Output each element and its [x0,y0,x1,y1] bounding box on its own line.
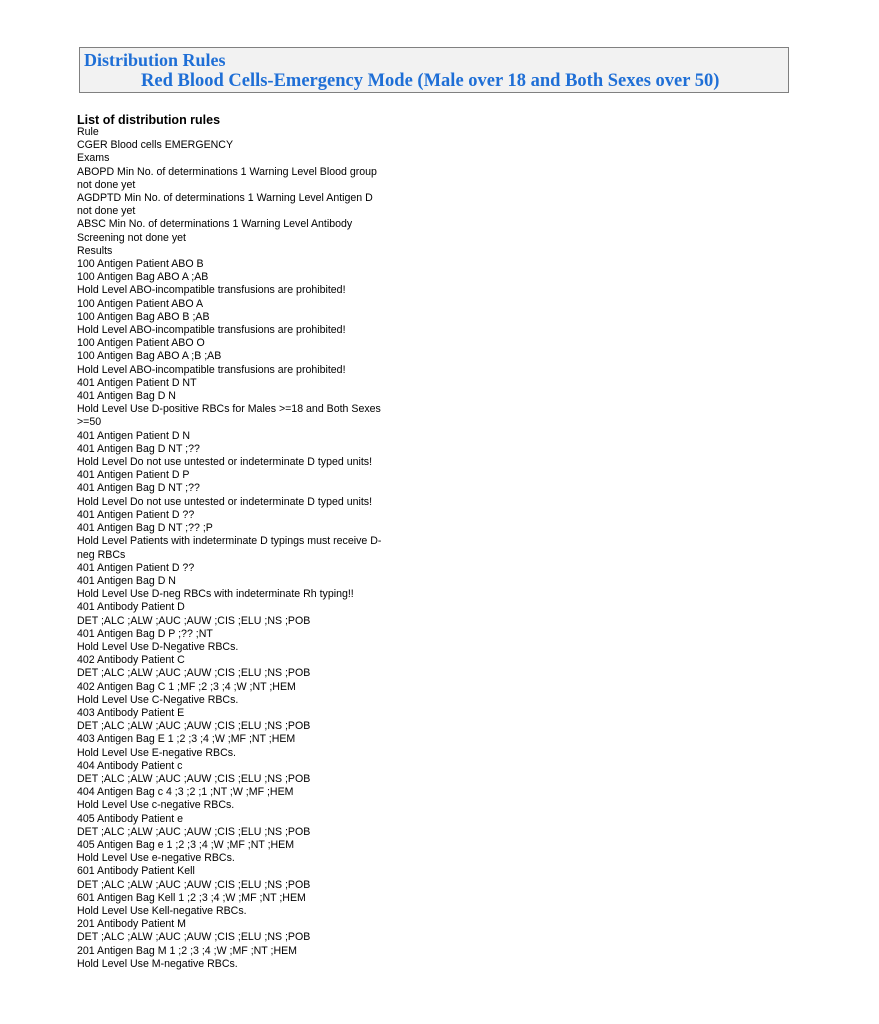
rule-line: 401 Antigen Patient D NT [77,376,197,389]
rule-line: DET ;ALC ;ALW ;AUC ;AUW ;CIS ;ELU ;NS ;POB [77,667,311,680]
rule-line: 601 Antigen Bag Kell 1 ;2 ;3 ;4 ;W ;MF ;NT ;HEM [77,891,306,904]
rule-line: 401 Antigen Patient D N [77,429,191,442]
rule-line: Hold Level Use D-positive RBCs for Males >=18 and Both Sexes >=50 [77,403,381,429]
rule-line: 100 Antigen Patient ABO B [77,258,204,271]
rule-line: Hold Level Use e-negative RBCs. [77,852,235,865]
rule-line: Hold Level Use c-negative RBCs. [77,799,235,812]
page-subtitle: Red Blood Cells-Emergency Mode (Male over 18 and Both Sexes over 50) [141,71,720,91]
rule-line: 100 Antigen Bag ABO B ;AB [77,310,210,323]
rule-line: Hold Level ABO-incompatible transfusions are prohibited! [77,324,346,337]
rule-line: Hold Level Do not use untested or indeterminate D typed units! [77,456,373,469]
rule-line: 404 Antibody Patient c [77,759,183,772]
rule-line: AGDPTD Min No. of determinations 1 Warning Level Antigen D not done yet [77,192,373,218]
rule-line: 401 Antigen Patient D ?? [77,508,195,521]
rule-line: 100 Antigen Bag ABO A ;B ;AB [77,350,222,363]
rule-line: 601 Antibody Patient Kell [77,865,195,878]
header-box [79,47,789,93]
rule-line: 401 Antigen Bag D N [77,390,176,403]
rule-line: 405 Antigen Bag e 1 ;2 ;3 ;4 ;W ;MF ;NT ;HEM [77,838,295,851]
rule-line: 404 Antigen Bag c 4 ;3 ;2 ;1 ;NT ;W ;MF ;HEM [77,786,294,799]
rule-line: ABSC Min No. of determinations 1 Warning Level Antibody Screening not done yet [77,218,353,244]
rule-line: DET ;ALC ;ALW ;AUC ;AUW ;CIS ;ELU ;NS ;POB [77,931,311,944]
rule-line: 401 Antigen Bag D N [77,574,176,587]
rule-line: 401 Antigen Bag D NT ;?? [77,482,200,495]
rule-line: 402 Antigen Bag C 1 ;MF ;2 ;3 ;4 ;W ;NT ;HEM [77,680,296,693]
rule-line: 401 Antigen Bag D NT ;?? ;P [77,522,213,535]
rule-line: 403 Antigen Bag E 1 ;2 ;3 ;4 ;W ;MF ;NT ;HEM [77,733,296,746]
rule-line: 201 Antibody Patient M [77,918,186,931]
rule-line: Hold Level Use E-negative RBCs. [77,746,236,759]
page-title: Distribution Rules [84,50,226,70]
rule-line: Hold Level ABO-incompatible transfusions are prohibited! [77,284,346,297]
section-title: List of distribution rules [77,113,221,127]
rule-line: DET ;ALC ;ALW ;AUC ;AUW ;CIS ;ELU ;NS ;POB [77,878,311,891]
rule-line: DET ;ALC ;ALW ;AUC ;AUW ;CIS ;ELU ;NS ;POB [77,772,311,785]
rule-line: 401 Antigen Bag D NT ;?? [77,442,200,455]
rule-line: 201 Antigen Bag M 1 ;2 ;3 ;4 ;W ;MF ;NT ;HEM [77,944,298,957]
rule-line: Results [77,244,113,257]
rule-line: Hold Level Patients with indeterminate D typings must receive D-neg RBCs [77,535,382,561]
rule-line: Rule [77,126,99,138]
rule-line: 401 Antigen Patient D ?? [77,561,195,574]
rule-line: 401 Antigen Bag D P ;?? ;NT [77,627,213,640]
rule-line: 402 Antibody Patient C [77,654,185,667]
rule-line: Hold Level Use D-neg RBCs with indeterminate Rh typing!! [77,588,354,601]
rule-line: 405 Antibody Patient e [77,812,184,825]
rule-line: Hold Level Do not use untested or indeterminate D typed units! [77,495,373,508]
rule-line: DET ;ALC ;ALW ;AUC ;AUW ;CIS ;ELU ;NS ;POB [77,614,311,627]
rule-line: 401 Antigen Patient D P [77,469,190,482]
rule-line: CGER Blood cells EMERGENCY [77,139,234,152]
rule-line: 100 Antigen Patient ABO O [77,337,205,350]
rule-line: Hold Level Use M-negative RBCs. [77,957,238,970]
rule-line: Hold Level ABO-incompatible transfusions are prohibited! [77,363,346,376]
rule-line: 401 Antibody Patient D [77,601,185,614]
rule-line: Exams [77,152,110,165]
rule-line: DET ;ALC ;ALW ;AUC ;AUW ;CIS ;ELU ;NS ;POB [77,825,311,838]
rule-line: 100 Antigen Patient ABO A [77,297,204,310]
rule-line: 100 Antigen Bag ABO A ;AB [77,271,209,284]
rule-line: Hold Level Use D-Negative RBCs. [77,640,239,653]
rule-line: Hold Level Use C-Negative RBCs. [77,693,239,706]
rule-line: Hold Level Use Kell-negative RBCs. [77,904,247,917]
rule-line: ABOPD Min No. of determinations 1 Warning Level Blood group not done yet [77,165,377,191]
rule-line: DET ;ALC ;ALW ;AUC ;AUW ;CIS ;ELU ;NS ;POB [77,720,311,733]
rule-line: 403 Antibody Patient E [77,706,185,719]
rules-list [77,126,382,971]
